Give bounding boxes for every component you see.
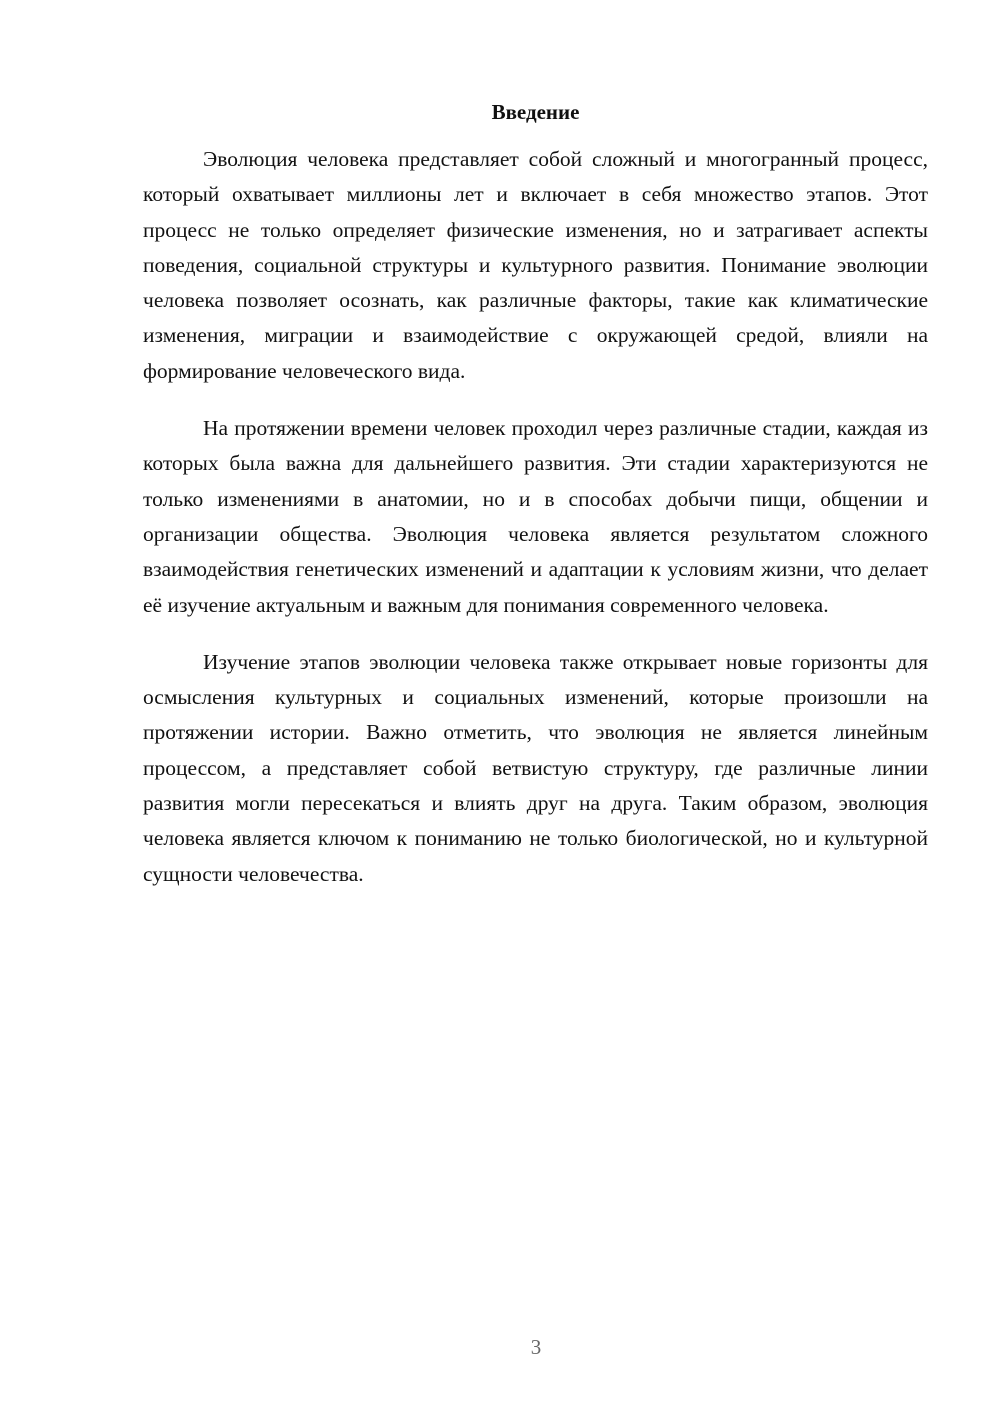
paragraph-3: Изучение этапов эволюции человека также открывает новые горизонты для осмысления культурных и социальных изменений, которые произошли на протяжении истории. Важно отметить, что эволюция не является линейным процессом, а представляет собой ветвистую структуру, где различные линии развития могли пересекаться и влиять друг на друга. Таким образом, эволюция человека является ключом к пониманию не только биологической, но и культурной сущности человечества. [143, 649, 928, 886]
page-title: Введение [491, 100, 580, 124]
document-body [143, 142, 928, 914]
page-number: 3 [530, 1335, 542, 1359]
paragraph-1: Эволюция человека представляет собой сложный и многогранный процесс, который охватывает миллионы лет и включает в себя множество этапов. Этот процесс не только определяет физические изменения, но и затрагивает аспекты поведения, социальной структуры и культурного развития. Понимание эволюции человека позволяет осознать, как различные факторы, такие как климатические изменения, миграции и взаимодействие с окружающей средой, влияли на формирование человеческого вида. [143, 147, 928, 383]
paragraph-2: На протяжении времени человек проходил через различные стадии, каждая из которых была важна для дальнейшего развития. Эти стадии характеризуются не только изменениями в анатомии, но и в способах добычи пищи, общении и организации общества. Эволюция человека является результатом сложного взаимодействия генетических изменений и адаптации к условиям жизни, что делает её изучение актуальным и важным для понимания современного человека. [143, 416, 928, 617]
